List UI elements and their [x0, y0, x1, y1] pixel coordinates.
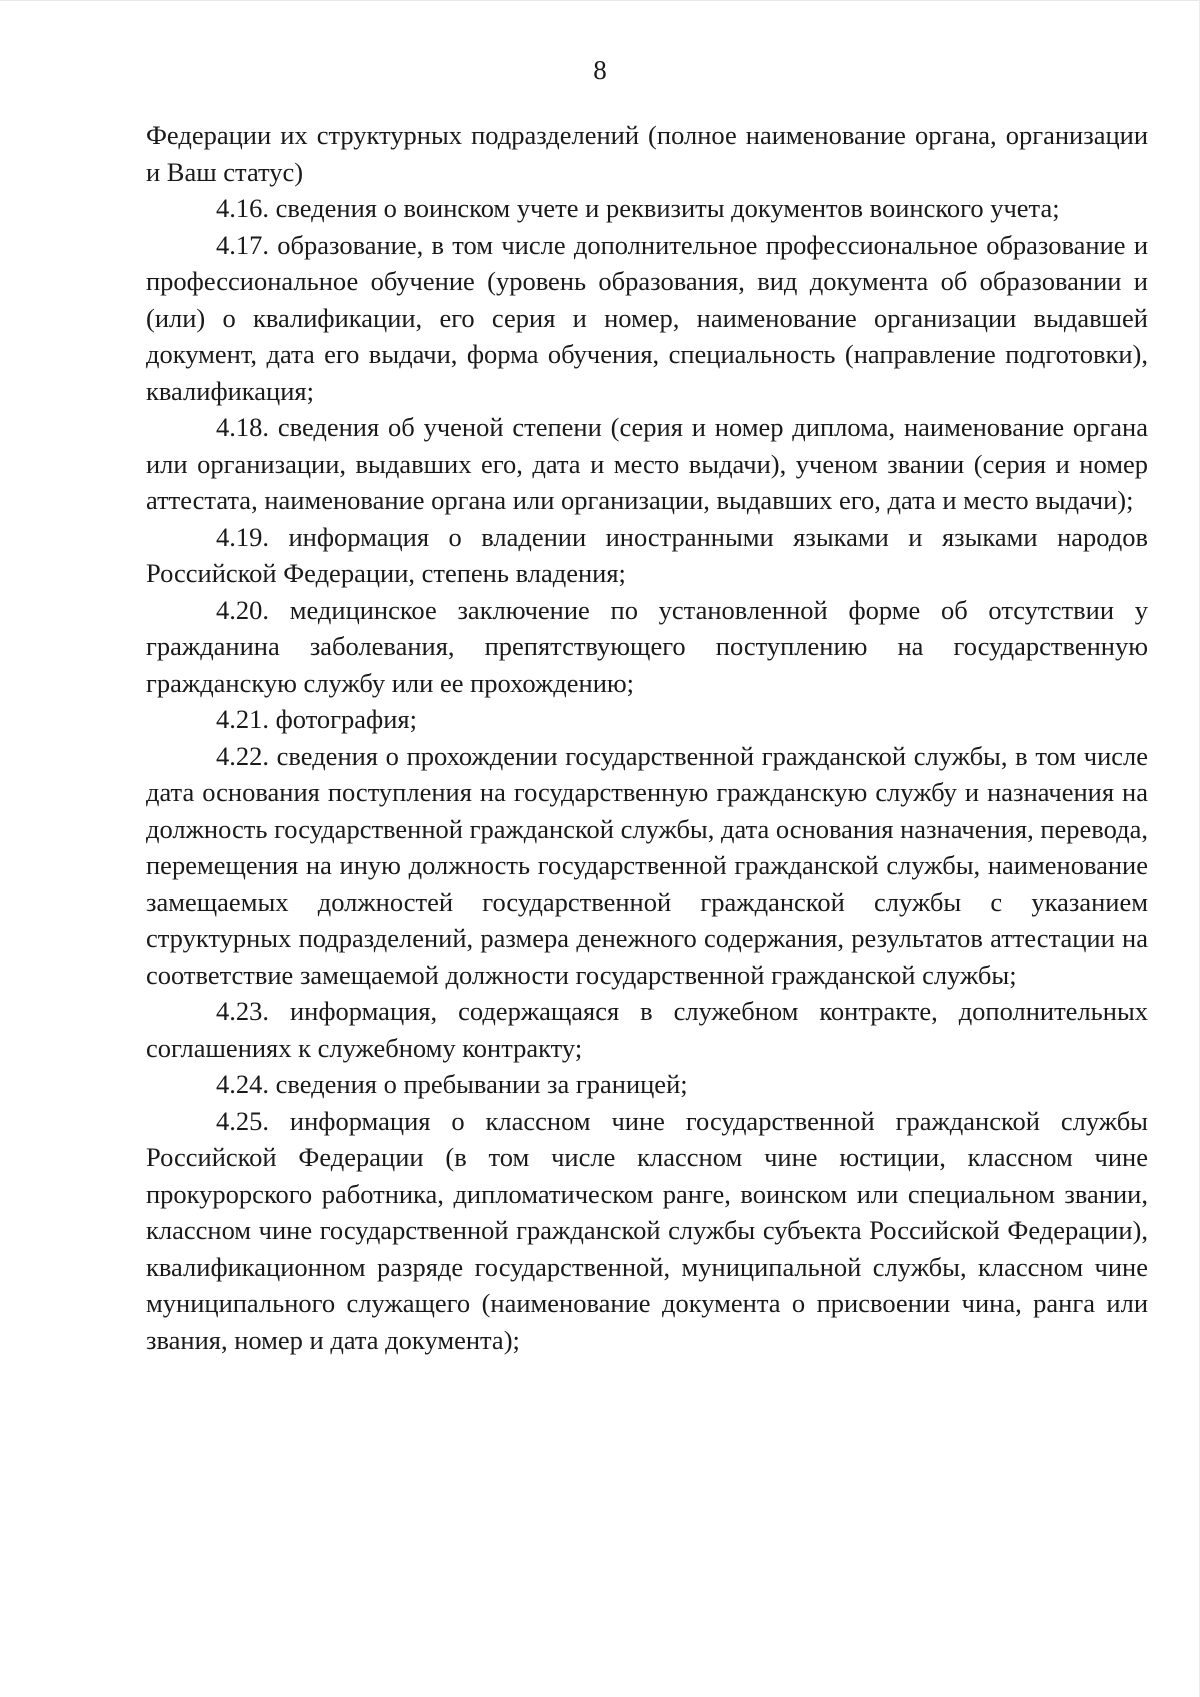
paragraph-4-16: 4.16. сведения о воинском учете и реквизиты документов воинского учета; [216, 193, 1060, 223]
paragraph-4-17: 4.17. образование, в том числе дополнительное профессиональное образование и профессиональное обучение (уровень образования, вид документа об образовании и (или) о квалификации, его серия и номер, наименование организации выдавшей документ, дата его выдачи, форма обучения, специальность (направление подготовки), квалификация; [146, 229, 1148, 406]
page-number: 8 [593, 55, 607, 85]
paragraph-4-24: 4.24. сведения о пребывании за границей; [216, 1069, 688, 1099]
paragraph-4-25: 4.25. информация о классном чине государственной гражданской службы Российской Федерации (в том числе классном чине юстиции, классном чине прокурорского работника, дипломатическом ранге, воинском или специальном звании, классном чине государственной гражданской службы субъекта Российской Федерации), квалификационном разряде государственной, муниципальной службы, классном чине муниципального служащего (наименование документа о присвоении чина, ранга или звания, номер и дата документа); [146, 1105, 1148, 1355]
paragraph-4-19: 4.19. информация о владении иностранными языками и языками народов Российской Федерации, степень владения; [146, 521, 1148, 588]
paragraph-4-22: 4.22. сведения о прохождении государственной гражданской службы, в том числе дата основания поступления на государственную гражданскую службу и назначения на должность государственной гражданской службы, дата основания назначения, перевода, перемещения на иную должность государственной гражданской службы, наименование замещаемых должностей государственной гражданской службы с указанием структурных подразделений, размера денежного содержания, результатов аттестации на соответствие замещаемой должности государственной гражданской службы; [146, 740, 1148, 990]
paragraph-4-18: 4.18. сведения об ученой степени (серия и номер диплома, наименование органа или организации, выдавших его, дата и место выдачи), ученом звании (серия и номер аттестата, наименование органа или организации, выдавших его, дата и место выдачи); [146, 412, 1148, 515]
paragraph-continuation: Федерации их структурных подразделений (полное наименование органа, организации и Ваш статус) [146, 120, 1148, 187]
document-body [146, 117, 1148, 1358]
paragraph-4-21: 4.21. фотография; [216, 704, 417, 734]
paragraph-4-23: 4.23. информация, содержащаяся в служебном контракте, дополнительных соглашениях к служебному контракту; [146, 996, 1148, 1063]
scan-edge-top [0, 0, 1200, 1]
paragraph-4-20: 4.20. медицинское заключение по установленной форме об отсутствии у гражданина заболевания, препятствующего поступлению на государственную гражданскую службу или ее прохождению; [146, 594, 1148, 698]
